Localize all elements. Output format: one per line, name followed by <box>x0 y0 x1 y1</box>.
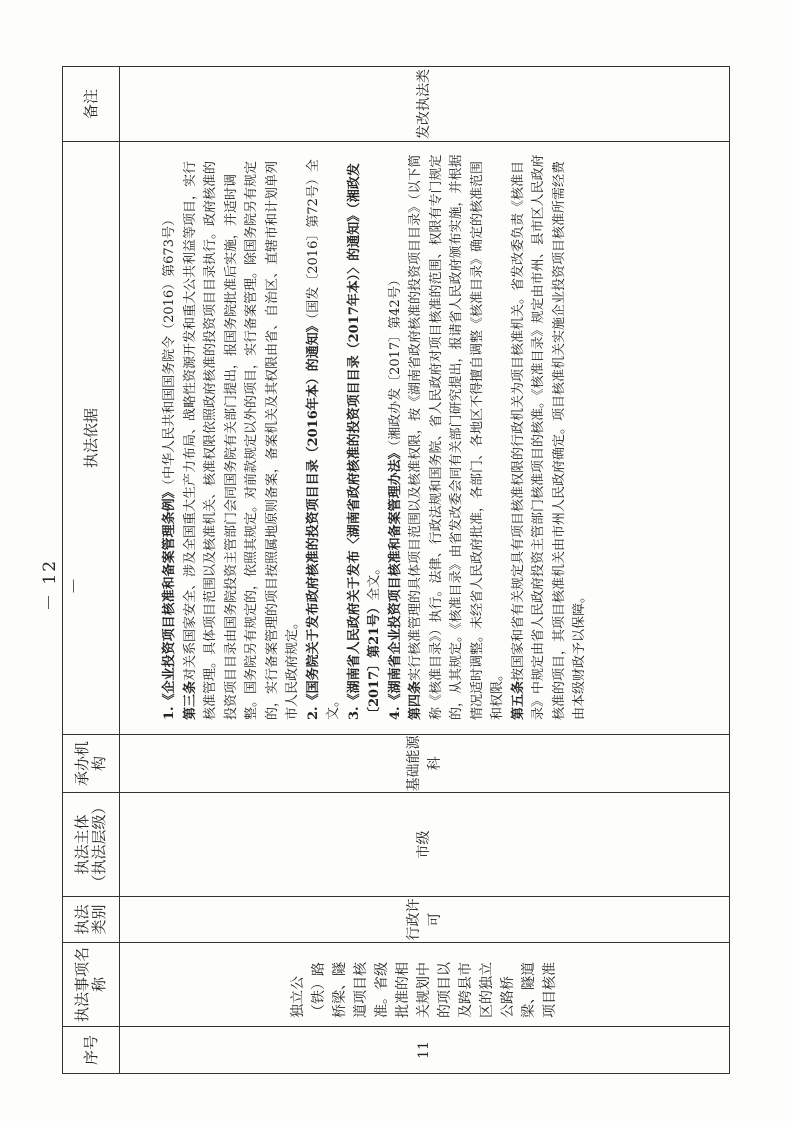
enforcement-table <box>62 66 730 1074</box>
header-name: 执法事项名称 <box>63 943 120 1027</box>
table-row <box>120 67 730 1074</box>
header-seq: 序号 <box>63 1027 120 1074</box>
basis-paragraph: 2.《国务院关于发布政府核准的投资项目目录（2016年本）的通知》（国发〔2016〕第72号）全文。 <box>305 159 341 720</box>
basis-paragraph: 1.《企业投资项目核准和备案管理条例》（中华人民共和国国务院令（2016）第673号） <box>162 213 177 720</box>
cell-basis <box>120 142 730 735</box>
header-subject-line2: （执法层级） <box>90 799 108 890</box>
header-remark: 备注 <box>63 67 120 142</box>
cell-item-name: 独立公（铁）路桥梁、隧道项目核准。省级批准的相关规划中的项目以及跨县市区的独立公路桥梁、隧道项目核准 <box>120 943 730 1027</box>
cell-subject: 市级 <box>120 793 730 897</box>
page-number: － 12 － <box>40 558 85 612</box>
header-subject-line1: 执法主体 <box>73 814 91 875</box>
header-basis: 执法依据 <box>63 142 120 735</box>
enforcement-table-sheet <box>62 67 730 1074</box>
basis-paragraph: 4.《湖南省企业投资项目核准和备案管理办法》（湘政办发〔2017〕第42号） <box>387 273 403 720</box>
header-type-line1: 执法 <box>73 904 91 935</box>
header-type-line2: 类别 <box>90 904 108 935</box>
cell-department: 基础能源科 <box>120 735 730 793</box>
cell-seq: 11 <box>120 1027 730 1074</box>
header-type <box>63 897 120 943</box>
header-subject <box>63 793 120 897</box>
header-row <box>63 67 120 1074</box>
cell-remark: 发改执法类 <box>120 67 730 142</box>
cell-type: 行政许可 <box>120 897 730 943</box>
basis-paragraph: 第四条实行核准管理的具体项目范围以及核准权限，按《湖南省政府核准的投资项目目录》（以下简称《核准目录》）执行。法律、行政法规和国务院、省人民政府对项目核准的范围、权限有专门规定的，从其规定。《核准目录》由省发改委会同有关部门研究提出，报请省人民政府颁布实施，并根据情况适时调整。未经省人民政府批准，各部门、各地区不得擅自调整《核准目录》确定的核准范围和权限。 <box>408 154 505 720</box>
basis-paragraph: 3.《湖南省人民政府关于发布〈湖南省政府核准的投资项目目录（2017年本）〉的通知》（湘政发〔2017〕第21号）全文。 <box>346 163 382 720</box>
basis-paragraph: 第三条对关系国家安全、涉及全国重大生产力布局、战略性资源开发和重大公共利益等项目，实行核准管理。具体项目范围以及核准机关、核准权限依照政府核准的投资项目目录执行。政府核准的投资项目目录由国务院投资主管部门会同国务院有关部门提出，报国务院批准后实施，并适时调整。国务院另有规定的，依照其规定。对前款规定以外的项目，实行备案管理。除国务院另有规定的，实行备案管理的项目按照属地原则备案，备案机关及其权限由省、自治区、直辖市和计划单列市人民政府规定。 <box>182 160 300 720</box>
header-department: 承办机构 <box>63 735 120 793</box>
basis-paragraph: 第五条按国家和省有关规定具有项目核准权限的行政机关为项目核准机关。省发改委负责《核准目录》中规定由省人民政府投资主管部门核准项目的核准。《核准目录》规定由市州、县市区人民政府核准的项目，其项目核准机关由市州人民政府确定。项目核准机关实施企业投资项目核准所需经费由本级财政予以保障。 <box>510 154 587 720</box>
